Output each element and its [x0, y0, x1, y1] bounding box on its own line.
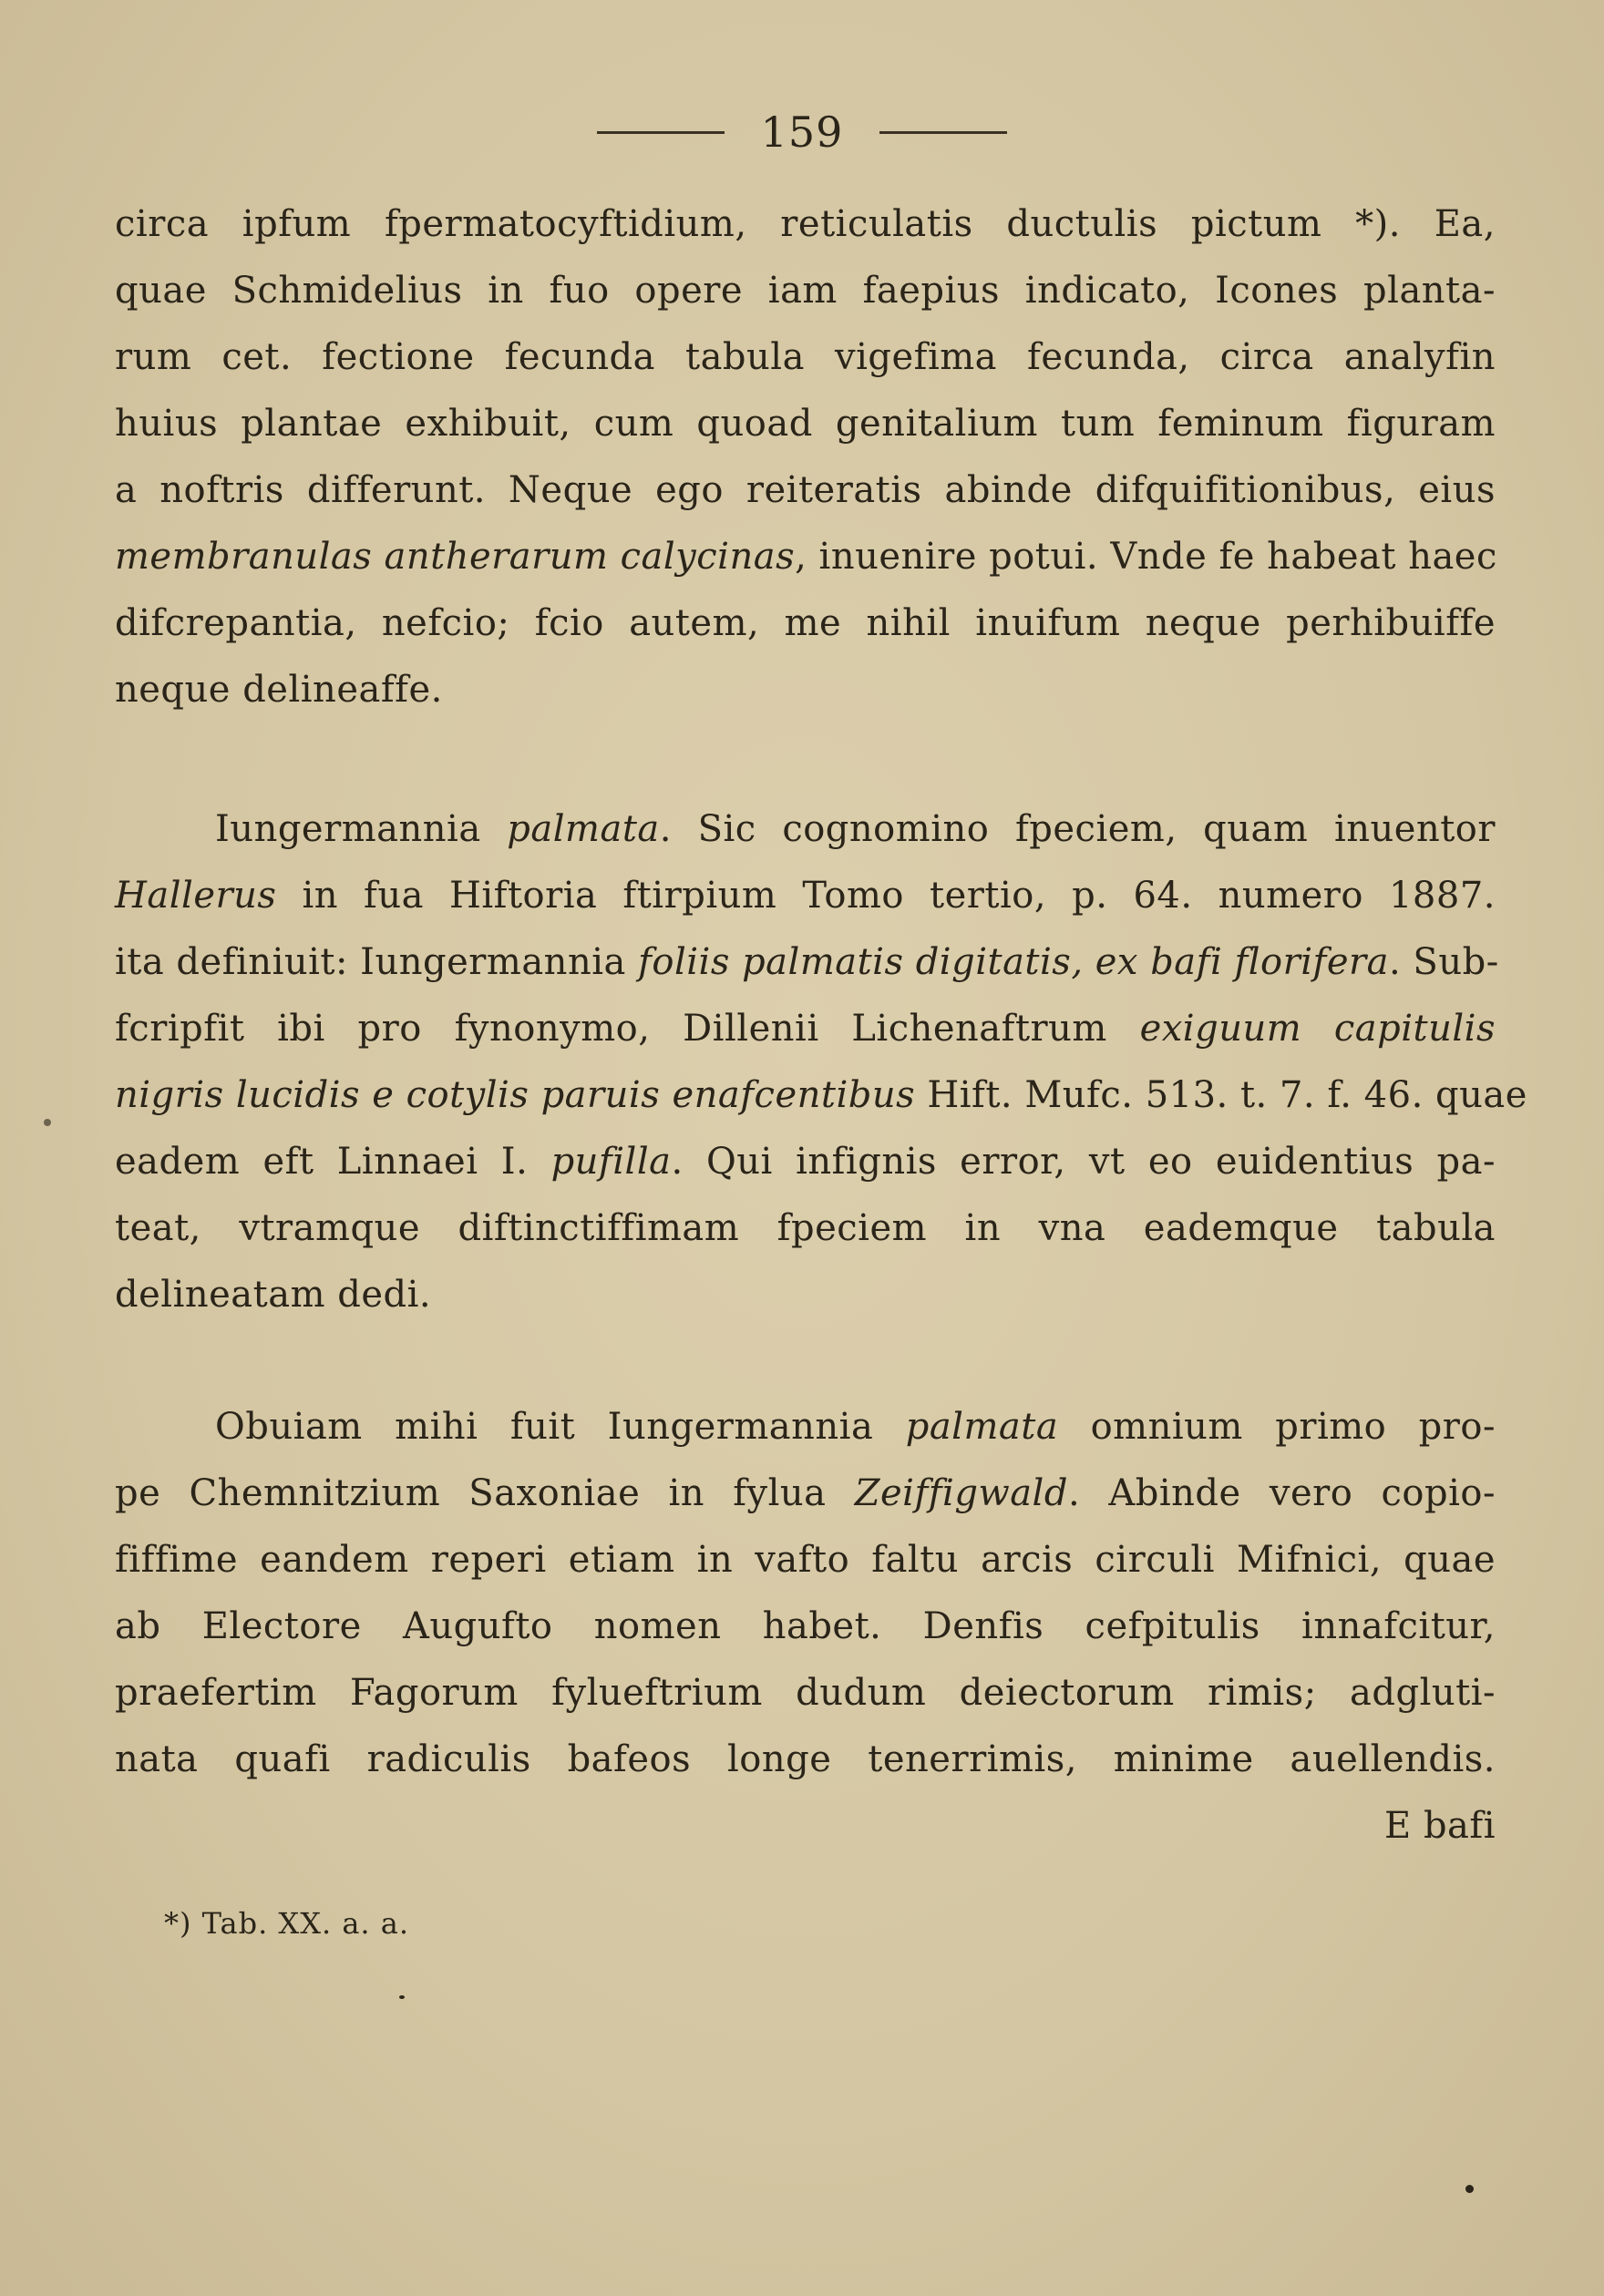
paper-speck	[44, 1119, 51, 1126]
italic-text: palmata	[507, 808, 660, 850]
italic-text: pufilla	[550, 1141, 672, 1183]
text-run: nata quafi radiculis bafeos longe tenerrimis, minime auellendis.	[115, 1738, 1496, 1780]
text-run: praefertim Fagorum fylueftrium dudum deiectorum rimis; adgluti-	[115, 1672, 1496, 1714]
text-line	[115, 996, 1496, 1062]
text-run: . Sub-	[1389, 941, 1499, 983]
text-line	[115, 1394, 1496, 1461]
text-run: . Qui infignis error, vt eo euidentius pa-	[671, 1141, 1496, 1183]
text-run: quae Schmidelius in fuo opere iam faepius indicato, Icones planta-	[115, 270, 1496, 312]
text-line	[115, 524, 1496, 590]
text-run: rum cet. fectione fecunda tabula vigefima fecunda, circa analyfin	[115, 336, 1496, 378]
text-line	[115, 1262, 1496, 1328]
italic-text: nigris lucidis e cotylis paruis enafcentibus	[115, 1074, 916, 1116]
page-number: 159	[760, 108, 844, 157]
text-run: Hift. Mufc. 513. t. 7. f. 46. quae	[915, 1074, 1527, 1116]
text-run: Obuiam mihi fuit Iungermannia	[215, 1406, 906, 1448]
text-run: huius plantae exhibuit, cum quoad genitalium tum feminum figuram	[115, 403, 1496, 445]
text-line	[115, 657, 1496, 723]
text-line	[115, 1594, 1496, 1660]
text-run: circa ipfum fpermatocyftidium, reticulatis ductulis pictum *). Ea,	[115, 203, 1496, 245]
text-run: . Sic cognomino fpeciem, quam inuentor	[659, 808, 1496, 850]
text-run: difcrepantia, nefcio; fcio autem, me nihil inuifum neque perhibuiffe	[115, 602, 1496, 644]
text-line	[115, 1129, 1496, 1195]
text-run: . Abinde vero copio-	[1067, 1472, 1496, 1514]
italic-text: foliis palmatis digitatis, ex bafi florifera	[638, 941, 1389, 983]
text-line	[115, 457, 1496, 524]
header-rule-left	[597, 131, 725, 134]
text-line	[115, 863, 1496, 929]
text-line	[115, 1062, 1527, 1129]
text-line	[115, 796, 1496, 863]
text-run: Iungermannia	[215, 808, 508, 850]
text-line	[115, 590, 1496, 657]
text-run: ita definiuit: Iungermannia	[115, 941, 639, 983]
italic-text: exiguum capitulis	[1139, 1008, 1496, 1050]
text-line	[115, 1660, 1496, 1727]
paragraph-2	[115, 796, 1527, 1328]
page-header	[0, 108, 1604, 157]
text-line	[115, 929, 1499, 996]
paper-speck	[399, 1995, 405, 1999]
text-run: in fua Hiftoria ftirpium Tomo tertio, p. 64. numero 1887.	[276, 875, 1496, 917]
text-line	[115, 324, 1496, 391]
text-line	[115, 391, 1496, 457]
text-line	[115, 1461, 1496, 1527]
text-line	[115, 191, 1496, 258]
text-run: fiffime eandem reperi etiam in vafto faltu arcis circuli Mifnici, quae	[115, 1539, 1496, 1581]
text-line	[115, 1727, 1496, 1793]
text-run: pe Chemnitzium Saxoniae in fylua	[115, 1472, 855, 1514]
text-run: delineatam dedi.	[115, 1274, 432, 1316]
text-line	[115, 1195, 1496, 1262]
paragraph-1	[115, 191, 1496, 723]
text-run: neque delineaffe.	[115, 669, 443, 711]
text-run: omnium primo pro-	[1058, 1406, 1496, 1448]
italic-text: Zeiffigwald	[854, 1472, 1068, 1514]
italic-text: Hallerus	[115, 875, 277, 917]
paragraph-3	[115, 1394, 1496, 1860]
catchword: E bafi	[1384, 1805, 1496, 1847]
text-line	[115, 1527, 1496, 1594]
footnote: *) Tab. XX. a. a.	[164, 1906, 409, 1941]
italic-text: palmata	[905, 1406, 1059, 1448]
paper-speck	[1465, 2185, 1474, 2193]
text-run: eadem eft Linnaei I.	[115, 1141, 551, 1183]
text-run: , inuenire potui. Vnde fe habeat haec	[795, 536, 1497, 578]
italic-text: membranulas antherarum calycinas	[115, 536, 796, 578]
text-run: fcripfit ibi pro fynonymo, Dillenii Lichenaftrum	[115, 1008, 1140, 1050]
text-run: a noftris differunt. Neque ego reiteratis abinde difquifitionibus, eius	[115, 469, 1496, 511]
text-run: ab Electore Augufto nomen habet. Denfis cefpitulis innafcitur,	[115, 1605, 1496, 1647]
text-run: teat, vtramque diftinctiffimam fpeciem in vna eademque tabula	[115, 1207, 1496, 1249]
header-rule-right	[879, 131, 1007, 134]
text-line	[115, 258, 1496, 324]
